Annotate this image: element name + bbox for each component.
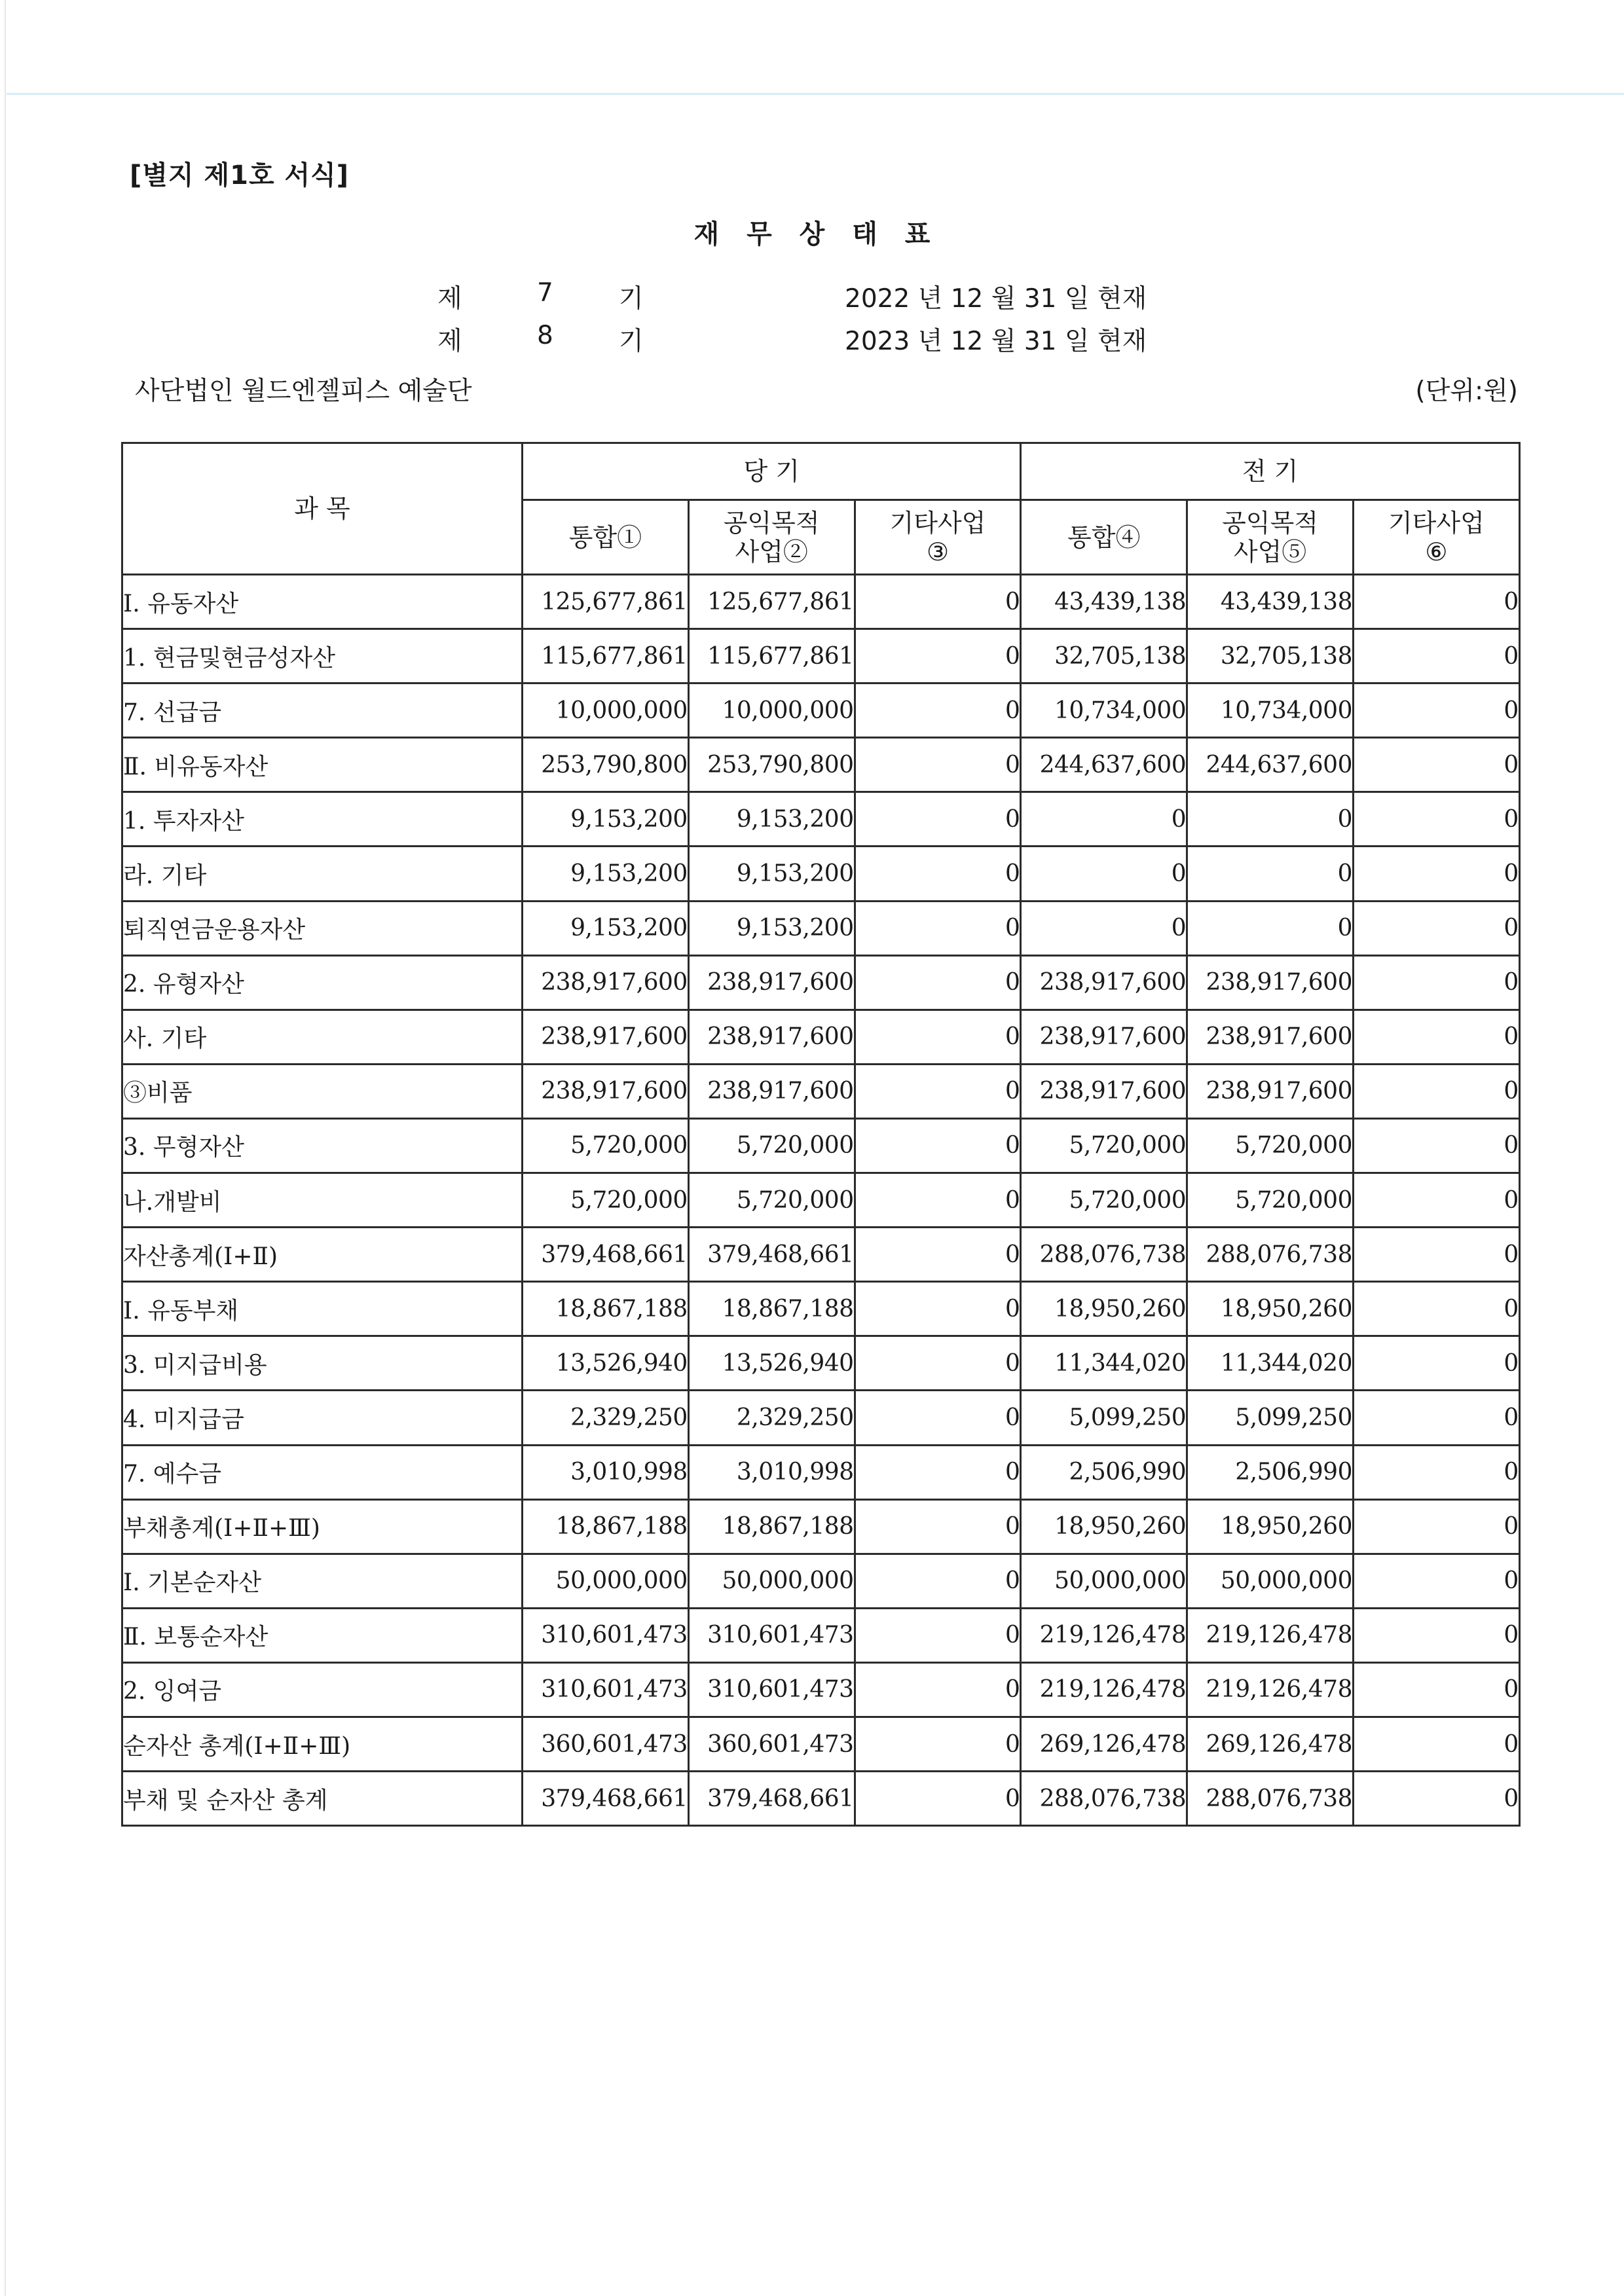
currency-unit: (단위:원) xyxy=(1415,376,1518,406)
amount-total-current: 310,601,473 xyxy=(523,1662,689,1717)
group-header-current: 당 기 xyxy=(523,443,1021,500)
amount-public-prior: 244,637,600 xyxy=(1187,738,1354,792)
amount-other-prior: 0 xyxy=(1353,1336,1519,1391)
amount-total-prior: 238,917,600 xyxy=(1021,955,1187,1010)
amount-total-current: 5,720,000 xyxy=(523,1118,689,1173)
subject-header: 과 목 xyxy=(122,443,523,575)
amount-other-current: 0 xyxy=(855,1282,1021,1336)
period-row xyxy=(0,278,1624,314)
amount-other-prior: 0 xyxy=(1353,1772,1519,1826)
amount-other-current: 0 xyxy=(855,901,1021,955)
amount-other-current: 0 xyxy=(855,847,1021,901)
amount-public-current: 5,720,000 xyxy=(688,1173,855,1228)
amount-other-prior: 0 xyxy=(1353,792,1519,847)
amount-other-prior: 0 xyxy=(1353,1608,1519,1662)
account-subject: 7. 예수금 xyxy=(122,1445,523,1499)
amount-total-current: 9,153,200 xyxy=(523,792,689,847)
amount-other-current: 0 xyxy=(855,1554,1021,1608)
column-header-total-prior xyxy=(1021,500,1187,575)
amount-other-current: 0 xyxy=(855,1228,1021,1282)
amount-total-prior: 18,950,260 xyxy=(1021,1499,1187,1554)
table-row xyxy=(122,629,1520,683)
account-subject: 나.개발비 xyxy=(122,1173,523,1228)
amount-other-prior: 0 xyxy=(1353,1499,1519,1554)
account-subject: Ⅰ. 기본순자산 xyxy=(122,1554,523,1608)
amount-other-current: 0 xyxy=(855,1391,1021,1445)
amount-total-current: 3,010,998 xyxy=(523,1445,689,1499)
period-suffix: 기 xyxy=(619,284,644,314)
amount-other-prior: 0 xyxy=(1353,738,1519,792)
amount-public-prior: 238,917,600 xyxy=(1187,1064,1354,1118)
amount-public-prior: 0 xyxy=(1187,901,1354,955)
amount-total-prior: 219,126,478 xyxy=(1021,1608,1187,1662)
account-subject: Ⅰ. 유동자산 xyxy=(122,575,523,629)
amount-total-current: 50,000,000 xyxy=(523,1554,689,1608)
period-prefix: 제 xyxy=(437,327,462,356)
amount-public-prior: 288,076,738 xyxy=(1187,1228,1354,1282)
amount-public-current: 10,000,000 xyxy=(688,683,855,738)
account-subject: 부채총계(Ⅰ+Ⅱ+Ⅲ) xyxy=(122,1499,523,1554)
amount-public-current: 2,329,250 xyxy=(688,1391,855,1445)
balance-sheet-table xyxy=(121,442,1521,1827)
amount-total-prior: 288,076,738 xyxy=(1021,1772,1187,1826)
column-header-text: 기타사업 xyxy=(889,508,986,538)
period-date: 2023 년 12 월 31 일 현재 xyxy=(845,327,1147,356)
account-subject: 2. 유형자산 xyxy=(122,955,523,1010)
column-header-other-current xyxy=(855,500,1021,575)
amount-public-current: 50,000,000 xyxy=(688,1554,855,1608)
column-header-public-prior xyxy=(1187,500,1354,575)
amount-total-prior: 5,720,000 xyxy=(1021,1118,1187,1173)
account-subject: 3. 미지급비용 xyxy=(122,1336,523,1391)
account-subject: Ⅱ. 보통순자산 xyxy=(122,1608,523,1662)
amount-other-prior: 0 xyxy=(1353,901,1519,955)
amount-other-prior: 0 xyxy=(1353,1282,1519,1336)
amount-public-current: 9,153,200 xyxy=(688,792,855,847)
amount-other-prior: 0 xyxy=(1353,1228,1519,1282)
column-header-text: 기타사업 xyxy=(1388,508,1485,538)
amount-total-prior: 0 xyxy=(1021,847,1187,901)
amount-other-current: 0 xyxy=(855,1118,1021,1173)
amount-total-prior: 10,734,000 xyxy=(1021,683,1187,738)
table-row xyxy=(122,1173,1520,1228)
account-subject: 7. 선급금 xyxy=(122,683,523,738)
amount-total-current: 238,917,600 xyxy=(523,1010,689,1064)
amount-other-current: 0 xyxy=(855,1173,1021,1228)
amount-other-current: 0 xyxy=(855,683,1021,738)
form-label: [별지 제1호 서식] xyxy=(130,160,350,191)
amount-other-prior: 0 xyxy=(1353,1717,1519,1771)
table-row xyxy=(122,847,1520,901)
amount-total-prior: 238,917,600 xyxy=(1021,1010,1187,1064)
column-header-text: 공익목적 xyxy=(723,508,820,538)
amount-other-current: 0 xyxy=(855,1336,1021,1391)
amount-public-prior: 5,720,000 xyxy=(1187,1118,1354,1173)
amount-public-current: 238,917,600 xyxy=(688,1010,855,1064)
amount-total-current: 125,677,861 xyxy=(523,575,689,629)
amount-other-prior: 0 xyxy=(1353,1064,1519,1118)
period-number: 7 xyxy=(537,278,553,308)
scan-artifact-line xyxy=(7,93,1624,95)
amount-total-prior: 5,720,000 xyxy=(1021,1173,1187,1228)
amount-total-prior: 43,439,138 xyxy=(1021,575,1187,629)
amount-total-prior: 2,506,990 xyxy=(1021,1445,1187,1499)
account-subject: 자산총계(Ⅰ+Ⅱ) xyxy=(122,1228,523,1282)
amount-public-current: 13,526,940 xyxy=(688,1336,855,1391)
amount-other-current: 0 xyxy=(855,738,1021,792)
amount-public-current: 9,153,200 xyxy=(688,901,855,955)
column-header-public-current xyxy=(688,500,855,575)
amount-total-current: 5,720,000 xyxy=(523,1173,689,1228)
table-row xyxy=(122,1554,1520,1608)
account-subject: 퇴직연금운용자산 xyxy=(122,901,523,955)
amount-public-prior: 0 xyxy=(1187,792,1354,847)
amount-public-current: 379,468,661 xyxy=(688,1772,855,1826)
amount-other-current: 0 xyxy=(855,1772,1021,1826)
account-subject: 1. 투자자산 xyxy=(122,792,523,847)
amount-total-current: 238,917,600 xyxy=(523,955,689,1010)
amount-total-prior: 50,000,000 xyxy=(1021,1554,1187,1608)
table-row xyxy=(122,1499,1520,1554)
amount-other-prior: 0 xyxy=(1353,629,1519,683)
amount-total-current: 10,000,000 xyxy=(523,683,689,738)
table-row xyxy=(122,738,1520,792)
amount-total-current: 238,917,600 xyxy=(523,1064,689,1118)
account-subject: 2. 잉여금 xyxy=(122,1662,523,1717)
amount-public-prior: 43,439,138 xyxy=(1187,575,1354,629)
table-row xyxy=(122,1445,1520,1499)
column-header-text: 통합④ xyxy=(1067,522,1141,552)
amount-total-prior: 269,126,478 xyxy=(1021,1717,1187,1771)
table-row xyxy=(122,792,1520,847)
amount-total-prior: 32,705,138 xyxy=(1021,629,1187,683)
amount-total-current: 360,601,473 xyxy=(523,1717,689,1771)
amount-other-prior: 0 xyxy=(1353,575,1519,629)
table-row xyxy=(122,575,1520,629)
amount-total-prior: 288,076,738 xyxy=(1021,1228,1187,1282)
column-header-text: 사업② xyxy=(735,537,808,566)
amount-public-prior: 5,720,000 xyxy=(1187,1173,1354,1228)
amount-other-prior: 0 xyxy=(1353,1118,1519,1173)
amount-other-prior: 0 xyxy=(1353,1662,1519,1717)
amount-public-current: 125,677,861 xyxy=(688,575,855,629)
amount-other-prior: 0 xyxy=(1353,683,1519,738)
amount-public-prior: 219,126,478 xyxy=(1187,1662,1354,1717)
table-row xyxy=(122,1064,1520,1118)
amount-other-current: 0 xyxy=(855,1608,1021,1662)
account-subject: ③비품 xyxy=(122,1064,523,1118)
amount-public-prior: 288,076,738 xyxy=(1187,1772,1354,1826)
amount-other-prior: 0 xyxy=(1353,1445,1519,1499)
column-header-text: 공익목적 xyxy=(1222,508,1318,538)
amount-public-current: 310,601,473 xyxy=(688,1662,855,1717)
amount-total-current: 18,867,188 xyxy=(523,1282,689,1336)
period-row xyxy=(0,321,1624,354)
amount-other-current: 0 xyxy=(855,792,1021,847)
amount-public-prior: 11,344,020 xyxy=(1187,1336,1354,1391)
amount-total-current: 13,526,940 xyxy=(523,1336,689,1391)
amount-public-prior: 32,705,138 xyxy=(1187,629,1354,683)
period-suffix: 기 xyxy=(619,327,644,356)
amount-other-current: 0 xyxy=(855,955,1021,1010)
column-header-text: 통합① xyxy=(568,522,642,552)
table-row xyxy=(122,1118,1520,1173)
amount-other-current: 0 xyxy=(855,1064,1021,1118)
amount-public-current: 253,790,800 xyxy=(688,738,855,792)
amount-public-prior: 10,734,000 xyxy=(1187,683,1354,738)
amount-public-prior: 238,917,600 xyxy=(1187,955,1354,1010)
amount-total-current: 379,468,661 xyxy=(523,1228,689,1282)
account-subject: 사. 기타 xyxy=(122,1010,523,1064)
amount-other-current: 0 xyxy=(855,575,1021,629)
account-subject: 3. 무형자산 xyxy=(122,1118,523,1173)
amount-total-current: 18,867,188 xyxy=(523,1499,689,1554)
header-row-groups xyxy=(122,443,1520,500)
amount-public-prior: 269,126,478 xyxy=(1187,1717,1354,1771)
amount-other-prior: 0 xyxy=(1353,1010,1519,1064)
amount-total-prior: 18,950,260 xyxy=(1021,1282,1187,1336)
table-row xyxy=(122,955,1520,1010)
amount-other-current: 0 xyxy=(855,1010,1021,1064)
amount-public-current: 115,677,861 xyxy=(688,629,855,683)
amount-total-prior: 0 xyxy=(1021,792,1187,847)
table-row xyxy=(122,683,1520,738)
amount-other-prior: 0 xyxy=(1353,955,1519,1010)
column-header-other-prior xyxy=(1353,500,1519,575)
column-header-total-current xyxy=(523,500,689,575)
amount-public-current: 5,720,000 xyxy=(688,1118,855,1173)
amount-public-current: 379,468,661 xyxy=(688,1228,855,1282)
group-header-prior: 전 기 xyxy=(1021,443,1519,500)
amount-other-current: 0 xyxy=(855,1717,1021,1771)
column-header-text: ③ xyxy=(926,537,950,566)
column-header-text: 사업⑤ xyxy=(1233,537,1307,566)
account-subject: 4. 미지급금 xyxy=(122,1391,523,1445)
period-prefix: 제 xyxy=(437,284,462,314)
amount-other-current: 0 xyxy=(855,1445,1021,1499)
amount-public-prior: 0 xyxy=(1187,847,1354,901)
amount-public-prior: 238,917,600 xyxy=(1187,1010,1354,1064)
amount-total-prior: 238,917,600 xyxy=(1021,1064,1187,1118)
account-subject: 라. 기타 xyxy=(122,847,523,901)
amount-public-current: 18,867,188 xyxy=(688,1282,855,1336)
period-date: 2022 년 12 월 31 일 현재 xyxy=(845,284,1147,314)
account-subject: Ⅰ. 유동부채 xyxy=(122,1282,523,1336)
account-subject: 순자산 총계(Ⅰ+Ⅱ+Ⅲ) xyxy=(122,1717,523,1771)
amount-public-current: 18,867,188 xyxy=(688,1499,855,1554)
amount-total-current: 115,677,861 xyxy=(523,629,689,683)
amount-total-current: 379,468,661 xyxy=(523,1772,689,1826)
table-row xyxy=(122,1717,1520,1771)
column-header-text: ⑥ xyxy=(1425,537,1448,566)
amount-public-current: 310,601,473 xyxy=(688,1608,855,1662)
amount-total-current: 2,329,250 xyxy=(523,1391,689,1445)
amount-other-current: 0 xyxy=(855,629,1021,683)
amount-public-prior: 219,126,478 xyxy=(1187,1608,1354,1662)
amount-total-current: 9,153,200 xyxy=(523,847,689,901)
table-row xyxy=(122,1391,1520,1445)
table-row xyxy=(122,1336,1520,1391)
amount-public-current: 238,917,600 xyxy=(688,955,855,1010)
table-row xyxy=(122,1010,1520,1064)
table-row xyxy=(122,1282,1520,1336)
amount-other-prior: 0 xyxy=(1353,1173,1519,1228)
organization-name: 사단법인 월드엔젤피스 예술단 xyxy=(135,376,472,406)
amount-public-prior: 18,950,260 xyxy=(1187,1282,1354,1336)
account-subject: Ⅱ. 비유동자산 xyxy=(122,738,523,792)
amount-total-current: 310,601,473 xyxy=(523,1608,689,1662)
amount-total-current: 9,153,200 xyxy=(523,901,689,955)
amount-other-prior: 0 xyxy=(1353,847,1519,901)
amount-public-current: 9,153,200 xyxy=(688,847,855,901)
amount-total-prior: 11,344,020 xyxy=(1021,1336,1187,1391)
amount-total-prior: 219,126,478 xyxy=(1021,1662,1187,1717)
document-title: 재 무 상 태 표 xyxy=(693,219,940,249)
period-number: 8 xyxy=(537,321,553,350)
amount-public-prior: 50,000,000 xyxy=(1187,1554,1354,1608)
table-row xyxy=(122,1662,1520,1717)
amount-other-prior: 0 xyxy=(1353,1554,1519,1608)
table-row xyxy=(122,901,1520,955)
table-row xyxy=(122,1772,1520,1826)
amount-public-prior: 18,950,260 xyxy=(1187,1499,1354,1554)
account-subject: 1. 현금및현금성자산 xyxy=(122,629,523,683)
amount-total-prior: 0 xyxy=(1021,901,1187,955)
amount-public-current: 238,917,600 xyxy=(688,1064,855,1118)
table-body xyxy=(122,575,1520,1826)
table-row xyxy=(122,1228,1520,1282)
amount-public-prior: 5,099,250 xyxy=(1187,1391,1354,1445)
table-row xyxy=(122,1608,1520,1662)
amount-other-current: 0 xyxy=(855,1662,1021,1717)
amount-public-current: 360,601,473 xyxy=(688,1717,855,1771)
amount-total-current: 253,790,800 xyxy=(523,738,689,792)
amount-public-prior: 2,506,990 xyxy=(1187,1445,1354,1499)
amount-other-current: 0 xyxy=(855,1499,1021,1554)
amount-public-current: 3,010,998 xyxy=(688,1445,855,1499)
amount-total-prior: 244,637,600 xyxy=(1021,738,1187,792)
amount-other-prior: 0 xyxy=(1353,1391,1519,1445)
account-subject: 부채 및 순자산 총계 xyxy=(122,1772,523,1826)
amount-total-prior: 5,099,250 xyxy=(1021,1391,1187,1445)
